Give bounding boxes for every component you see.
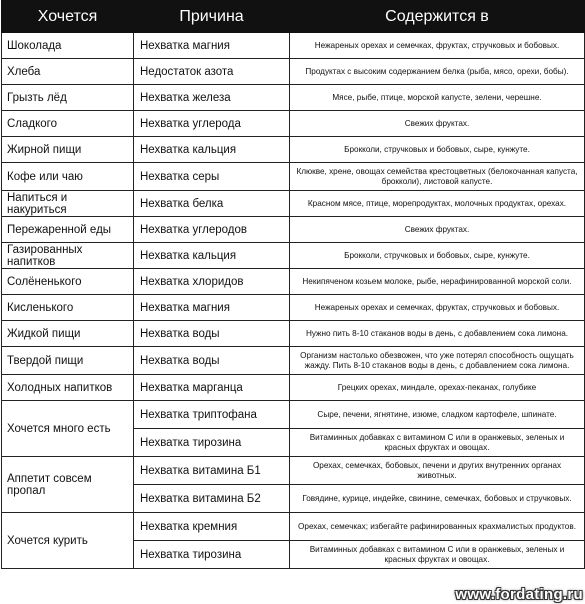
source-cell: Красном мясе, птице, морепродуктах, молочных продуктах, орехах. bbox=[290, 191, 585, 217]
craving-cell: Хочется много есть bbox=[2, 401, 134, 457]
cause-cell: Нехватка белка bbox=[134, 191, 290, 217]
cause-cell: Нехватка магния bbox=[134, 33, 290, 59]
table-row bbox=[2, 163, 585, 191]
craving-cell: Газированных напитков bbox=[2, 243, 134, 269]
craving-cell: Кофе или чаю bbox=[2, 163, 134, 191]
table-row bbox=[2, 295, 585, 321]
header-want: Хочется bbox=[2, 1, 134, 33]
cause-cell: Нехватка тирозина bbox=[134, 429, 290, 457]
source-cell: Свежих фруктах. bbox=[290, 111, 585, 137]
table-row bbox=[2, 457, 585, 485]
craving-cell: Пережаренной еды bbox=[2, 217, 134, 243]
watermark: www.fordating.ru bbox=[455, 586, 583, 603]
header-source: Содержится в bbox=[290, 1, 585, 33]
source-cell: Брокколи, стручковых и бобовых, сыре, кунжуте. bbox=[290, 243, 585, 269]
table-row bbox=[2, 321, 585, 347]
cause-cell: Нехватка триптофана bbox=[134, 401, 290, 429]
craving-cell: Жидкой пищи bbox=[2, 321, 134, 347]
table-row bbox=[2, 137, 585, 163]
cravings-table bbox=[1, 0, 585, 569]
source-cell: Брокколи, стручковых и бобовых, сыре, кунжуте. bbox=[290, 137, 585, 163]
source-cell: Некипяченом козьем молоке, рыбе, нерафинированной морской соли. bbox=[290, 269, 585, 295]
table-row bbox=[2, 33, 585, 59]
source-cell: Говядине, курице, индейке, свинине, семечках, бобовых и стручковых. bbox=[290, 485, 585, 513]
craving-cell: Грызть лёд bbox=[2, 85, 134, 111]
craving-cell: Холодных напитков bbox=[2, 375, 134, 401]
craving-cell: Сладкого bbox=[2, 111, 134, 137]
table-row bbox=[2, 59, 585, 85]
cause-cell: Нехватка углерода bbox=[134, 111, 290, 137]
table-row bbox=[2, 243, 585, 269]
cause-cell: Нехватка витамина Б2 bbox=[134, 485, 290, 513]
craving-cell: Твердой пищи bbox=[2, 347, 134, 375]
source-cell: Грецких орехах, миндале, орехах-пеканах, голубике bbox=[290, 375, 585, 401]
craving-cell: Напиться и накуриться bbox=[2, 191, 134, 217]
cause-cell: Нехватка хлоридов bbox=[134, 269, 290, 295]
source-cell: Организм настолько обезвожен, что уже потерял способность ощущать жажду. Пить 8-10 стаканов воды в день, с добавлением сока лимона. bbox=[290, 347, 585, 375]
cause-cell: Нехватка магния bbox=[134, 295, 290, 321]
cause-cell: Нехватка кремния bbox=[134, 513, 290, 541]
cause-cell: Нехватка воды bbox=[134, 347, 290, 375]
table-row bbox=[2, 217, 585, 243]
table-row bbox=[2, 347, 585, 375]
header-cause: Причина bbox=[134, 1, 290, 33]
table-row bbox=[2, 85, 585, 111]
craving-cell: Хочется курить bbox=[2, 513, 134, 569]
craving-cell: Аппетит совсем пропал bbox=[2, 457, 134, 513]
cause-cell: Нехватка витамина Б1 bbox=[134, 457, 290, 485]
source-cell: Нежареных орехах и семечках, фруктах, стручковых и бобовых. bbox=[290, 295, 585, 321]
cause-cell: Нехватка марганца bbox=[134, 375, 290, 401]
source-cell: Орехах, семечках, бобовых, печени и других внутренних органах животных. bbox=[290, 457, 585, 485]
cause-cell: Недостаток азота bbox=[134, 59, 290, 85]
table-row bbox=[2, 111, 585, 137]
cause-cell: Нехватка воды bbox=[134, 321, 290, 347]
table-header bbox=[2, 1, 585, 33]
cause-cell: Нехватка кальция bbox=[134, 243, 290, 269]
cause-cell: Нехватка кальция bbox=[134, 137, 290, 163]
source-cell: Витаминных добавках с витамином С или в оранжевых, зеленых и красных фруктах и овощах. bbox=[290, 429, 585, 457]
cause-cell: Нехватка тирозина bbox=[134, 541, 290, 569]
cause-cell: Нехватка железа bbox=[134, 85, 290, 111]
craving-cell: Солёненького bbox=[2, 269, 134, 295]
source-cell: Мясе, рыбе, птице, морской капусте, зелени, черешне. bbox=[290, 85, 585, 111]
table-row bbox=[2, 375, 585, 401]
table-row bbox=[2, 401, 585, 429]
craving-cell: Хлеба bbox=[2, 59, 134, 85]
source-cell: Свежих фруктах. bbox=[290, 217, 585, 243]
craving-cell: Жирной пищи bbox=[2, 137, 134, 163]
craving-cell: Шоколада bbox=[2, 33, 134, 59]
source-cell: Витаминных добавках с витамином С или в оранжевых, зеленых и красных фруктах и овощах. bbox=[290, 541, 585, 569]
source-cell: Продуктах с высоким содержанием белка (рыба, мясо, орехи, бобы). bbox=[290, 59, 585, 85]
cause-cell: Нехватка углеродов bbox=[134, 217, 290, 243]
source-cell: Орехах, семечках; избегайте рафинированных крахмалистых продуктов. bbox=[290, 513, 585, 541]
table-row bbox=[2, 269, 585, 295]
craving-cell: Кисленького bbox=[2, 295, 134, 321]
source-cell: Сыре, печени, ягнятине, изюме, сладком картофеле, шпинате. bbox=[290, 401, 585, 429]
source-cell: Клюкве, хрене, овощах семейства крестоцветных (белокочанная капуста, брокколи), листовой капусте. bbox=[290, 163, 585, 191]
source-cell: Нужно пить 8-10 стаканов воды в день, с добавлением сока лимона. bbox=[290, 321, 585, 347]
table-body bbox=[2, 33, 585, 569]
table-row bbox=[2, 191, 585, 217]
cause-cell: Нехватка серы bbox=[134, 163, 290, 191]
table-row bbox=[2, 513, 585, 541]
source-cell: Нежареных орехах и семечках, фруктах, стручковых и бобовых. bbox=[290, 33, 585, 59]
